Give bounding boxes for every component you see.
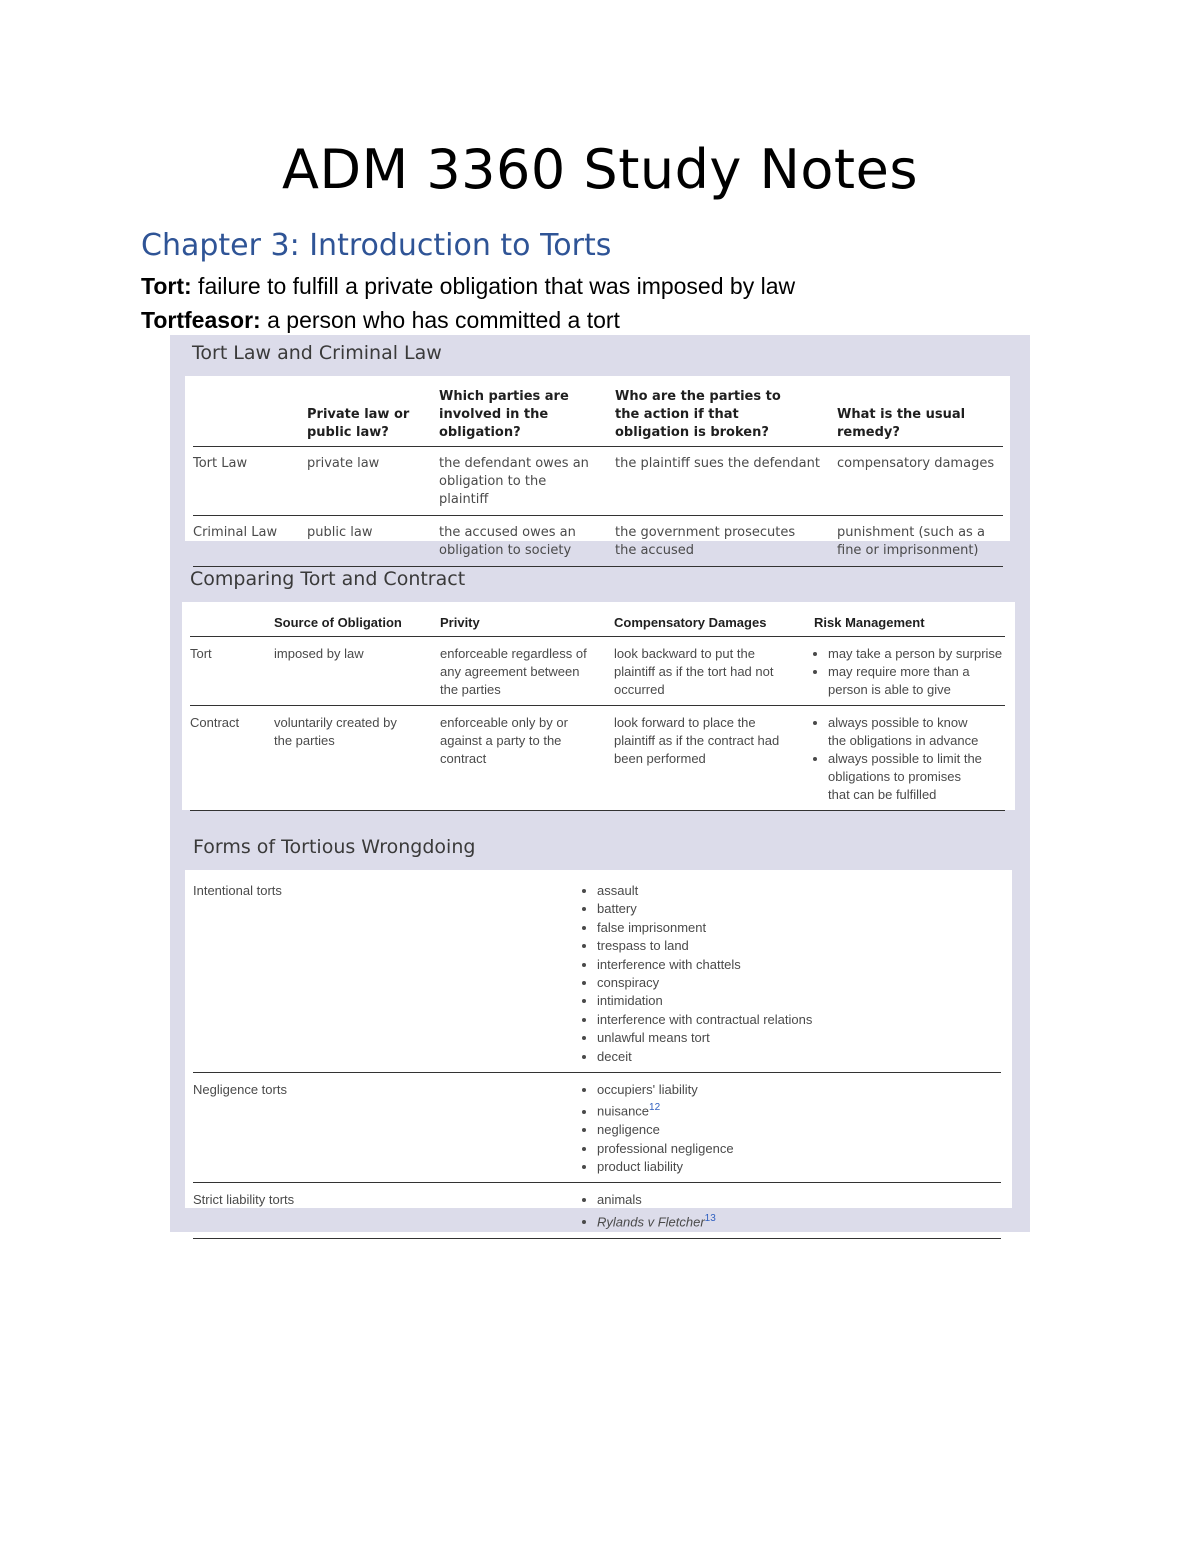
table-row xyxy=(193,1183,1001,1238)
chapter-heading: Chapter 3: Introduction to Torts xyxy=(141,228,612,263)
row-label: Strict liability torts xyxy=(193,1183,583,1238)
header-cell: Source of Obligation xyxy=(274,614,440,637)
table-cell: voluntarily created by the parties xyxy=(274,706,440,811)
table-tortious-wrongdoing xyxy=(185,870,1012,1230)
table-row xyxy=(193,516,1003,567)
list-item: • unlawful means tort xyxy=(597,1029,1001,1047)
header-cell xyxy=(190,614,274,637)
definition-tort xyxy=(141,273,795,300)
list-item: • intimidation xyxy=(597,992,1001,1010)
list-item: • battery xyxy=(597,900,1001,918)
table-cell xyxy=(814,637,1005,706)
header-cell: Risk Management xyxy=(814,614,1005,637)
definition-term: Tortfeasor: xyxy=(141,307,261,333)
row-label: Intentional torts xyxy=(193,882,583,1073)
header-cell: Which parties are involved in the obligation? xyxy=(439,388,615,447)
bullet-list xyxy=(583,882,1001,1066)
list-item xyxy=(597,1099,1001,1121)
table-cell: the plaintiff sues the defendant xyxy=(615,447,837,516)
list-item: • may take a person by surprise xyxy=(828,645,1005,663)
header-cell: Who are the parties to the action if that obligation is broken? xyxy=(615,388,837,447)
header-cell: Private law or public law? xyxy=(307,388,439,447)
row-label: Tort Law xyxy=(193,447,307,516)
definition-term: Tort: xyxy=(141,273,192,299)
bullet-list xyxy=(583,1191,1001,1231)
list-item: • trespass to land xyxy=(597,937,1001,955)
list-item: • professional negligence xyxy=(597,1140,1001,1158)
table-tort-contract xyxy=(182,602,1015,810)
definition-tortfeasor xyxy=(141,307,620,334)
definition-text: a person who has committed a tort xyxy=(260,307,620,333)
table-cell xyxy=(814,706,1005,811)
list-item: • product liability xyxy=(597,1158,1001,1176)
list-item: • assault xyxy=(597,882,1001,900)
header-cell: What is the usual remedy? xyxy=(837,388,1003,447)
footnote-marker: 13 xyxy=(704,1212,716,1224)
bullet-list xyxy=(814,645,1005,699)
table-cell: private law xyxy=(307,447,439,516)
list-item: • interference with chattels xyxy=(597,956,1001,974)
list-item: • always possible to limit the obligations to promises that can be fulfilled xyxy=(828,750,985,804)
table-cell: enforceable regardless of any agreement between the parties xyxy=(440,637,614,706)
table-title-tortious-wrongdoing: Forms of Tortious Wrongdoing xyxy=(193,836,476,858)
table-row xyxy=(190,706,1005,811)
list-item: • always possible to know the obligations in advance xyxy=(828,714,985,750)
header-cell: Compensatory Damages xyxy=(614,614,814,637)
table-cell: punishment (such as a fine or imprisonment) xyxy=(837,516,1003,567)
list-item: • conspiracy xyxy=(597,974,1001,992)
table-cell xyxy=(583,882,1001,1073)
table-cell: look backward to put the plaintiff as if the tort had not occurred xyxy=(614,637,814,706)
figure-panel xyxy=(170,335,1030,1232)
list-item xyxy=(597,1210,1001,1232)
list-item: • occupiers' liability xyxy=(597,1081,1001,1099)
table-row xyxy=(190,637,1005,706)
bullet-list xyxy=(583,1081,1001,1176)
table-cell: enforceable only by or against a party to the contract xyxy=(440,706,614,811)
header-cell: Privity xyxy=(440,614,614,637)
table-title-tort-contract: Comparing Tort and Contract xyxy=(190,568,466,590)
list-item: • deceit xyxy=(597,1048,1001,1066)
footnote-marker: 12 xyxy=(649,1102,661,1114)
table-tort-criminal xyxy=(185,376,1010,558)
header-cell xyxy=(193,388,307,447)
bullet-list xyxy=(814,714,985,804)
list-item: • animals xyxy=(597,1191,1001,1209)
table-cell: the defendant owes an obligation to the plaintiff xyxy=(439,447,615,516)
table-cell xyxy=(583,1073,1001,1183)
table-row xyxy=(193,447,1003,516)
list-item: • false imprisonment xyxy=(597,919,1001,937)
row-label: Criminal Law xyxy=(193,516,307,567)
table-cell: imposed by law xyxy=(274,637,440,706)
list-item: • interference with contractual relations xyxy=(597,1011,1001,1029)
row-label: Negligence torts xyxy=(193,1073,583,1183)
row-label: Contract xyxy=(190,706,274,811)
list-item: • may require more than a person is able to give xyxy=(828,663,1005,699)
table-cell: look forward to place the plaintiff as if the contract had been performed xyxy=(614,706,814,811)
table-title-tort-criminal: Tort Law and Criminal Law xyxy=(192,342,442,364)
table-cell: compensatory damages xyxy=(837,447,1003,516)
list-item: • negligence xyxy=(597,1121,1001,1139)
table-row xyxy=(193,882,1001,1073)
table-cell: the accused owes an obligation to society xyxy=(439,516,615,567)
definition-text: failure to fulfill a private obligation that was imposed by law xyxy=(191,273,796,299)
table-cell: public law xyxy=(307,516,439,567)
table-cell: the government prosecutes the accused xyxy=(615,516,837,567)
list-item-text: nuisance xyxy=(597,1103,650,1119)
table-row xyxy=(193,1073,1001,1183)
row-label: Tort xyxy=(190,637,274,706)
document-title: ADM 3360 Study Notes xyxy=(282,138,918,201)
list-item-text: Rylands v Fletcher xyxy=(597,1214,705,1230)
table-cell xyxy=(583,1183,1001,1238)
